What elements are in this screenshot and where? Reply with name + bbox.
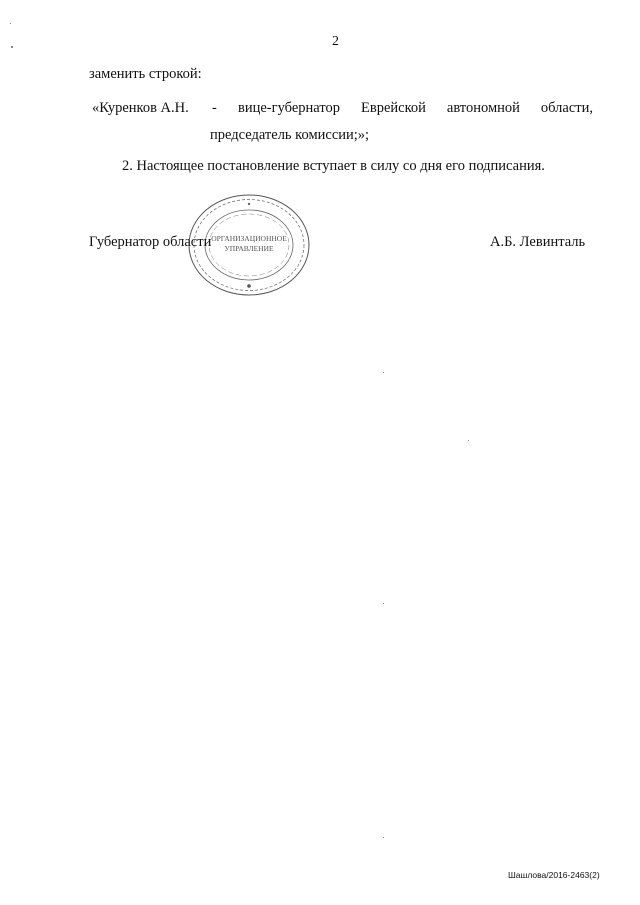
scan-speck xyxy=(383,372,384,373)
scan-speck xyxy=(11,46,13,48)
entry-description xyxy=(238,99,593,117)
entry-description-continued: председатель комиссии;»; xyxy=(210,127,370,143)
signer-name: А.Б. Левинталь xyxy=(490,234,586,250)
entry-description-word: области, xyxy=(540,100,593,116)
scan-speck xyxy=(383,603,384,604)
entry-description-word: вице-губернатор xyxy=(238,100,340,116)
scan-speck xyxy=(383,837,384,838)
entry-description-word: Еврейской xyxy=(360,100,426,116)
seal-center-line2: УПРАВЛЕНИЕ xyxy=(224,244,274,253)
entry-name: «Куренков А.Н. xyxy=(92,100,189,116)
entry-dash: - xyxy=(212,100,217,116)
clause-2: 2. Настоящее постановление вступает в силу со дня его подписания. xyxy=(122,158,545,174)
signer-title: Губернатор области xyxy=(89,234,212,250)
scan-speck xyxy=(10,23,11,24)
seal-center-line1: ОРГАНИЗАЦИОННОЕ xyxy=(211,234,287,243)
entry-description-word: автономной xyxy=(446,100,520,116)
footer-document-code: Шашлова/2016-2463(2) xyxy=(508,870,600,880)
replace-instruction: заменить строкой: xyxy=(89,66,202,82)
page-number: 2 xyxy=(332,34,339,49)
scan-speck xyxy=(468,440,469,441)
